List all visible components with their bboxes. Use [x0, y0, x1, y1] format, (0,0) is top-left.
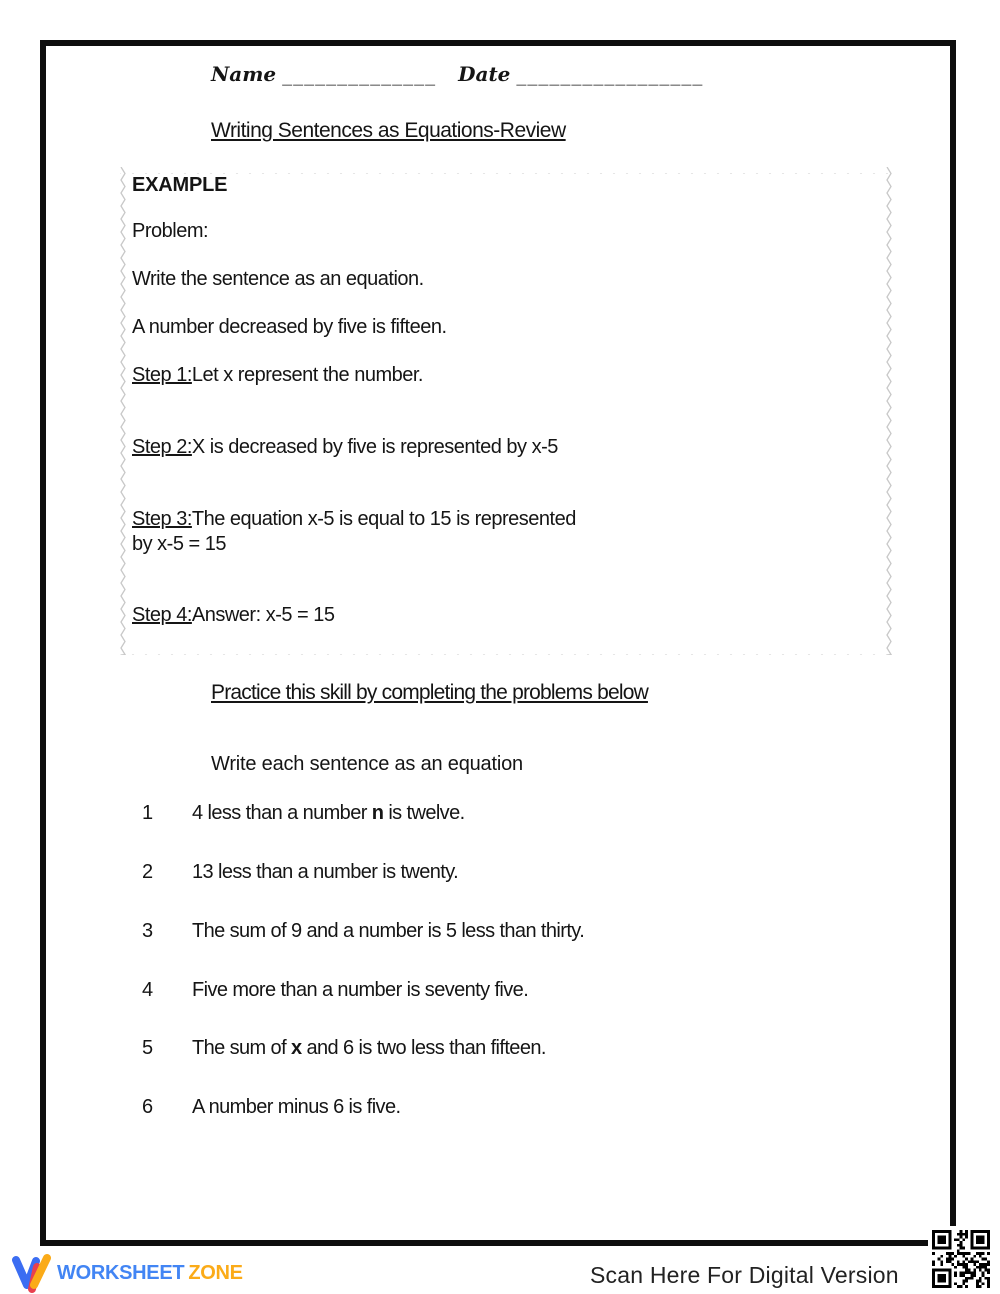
problem-row-2 [142, 860, 458, 885]
brand-zone-text: ZONE [188, 1262, 243, 1284]
example-step-4 [132, 603, 335, 628]
zigzag-border-right [886, 167, 893, 655]
example-problem-label: Problem: [132, 220, 209, 242]
example-box [120, 167, 893, 655]
problem-text-bold: x [291, 1037, 302, 1059]
problem-number: 1 [142, 802, 154, 824]
problem-text-post: and 6 is two less than fifteen. [301, 1037, 546, 1059]
worksheetzone-logo-icon [12, 1252, 52, 1294]
step-2-text: X is decreased by five is represented by x-5 [191, 436, 558, 458]
example-step-3 [132, 507, 576, 557]
problem-row-6 [142, 1095, 400, 1120]
problem-text [192, 1096, 400, 1118]
problem-number: 6 [142, 1096, 154, 1118]
step-2-label: Step 2: [132, 436, 192, 458]
problem-row-3 [142, 919, 584, 944]
step-1-label: Step 1: [132, 364, 192, 386]
step-3-text-line-2: by x-5 = 15 [132, 533, 227, 555]
problem-row-4 [142, 978, 528, 1003]
problem-text-pre: 4 less than a number [192, 802, 372, 824]
practice-heading: Practice this skill by completing the problems below [211, 681, 648, 704]
zigzag-border-top [120, 167, 893, 174]
problem-text [192, 1037, 546, 1059]
date-blank-line: _________________ [516, 62, 704, 86]
name-blank-line: ______________ [282, 62, 437, 86]
brand-worksheet-text: WORKSHEET [57, 1262, 185, 1284]
name-date-row [211, 62, 725, 86]
example-sentence: A number decreased by five is fifteen. [132, 316, 447, 338]
problem-number: 2 [142, 861, 154, 883]
step-4-text: Answer: x-5 = 15 [191, 604, 335, 626]
worksheet-title: Writing Sentences as Equations-Review [211, 119, 566, 142]
step-3-text: The equation x-5 is equal to 15 is represented [191, 508, 576, 530]
practice-instruction: Write each sentence as an equation [211, 753, 523, 775]
problem-number: 3 [142, 920, 154, 942]
example-step-2 [132, 435, 558, 460]
problem-text-pre: A number minus 6 is five. [192, 1096, 401, 1118]
problem-text [192, 861, 458, 883]
date-label: Date [458, 62, 511, 86]
problem-text-pre: The sum of [192, 1037, 291, 1059]
problem-text-post: is twelve. [383, 802, 465, 824]
zigzag-border-bottom [120, 648, 893, 655]
problem-text [192, 979, 528, 1001]
example-instruction: Write the sentence as an equation. [132, 268, 424, 290]
step-4-label: Step 4: [132, 604, 192, 626]
problem-text-bold: n [371, 802, 384, 824]
problem-text [192, 802, 465, 824]
problem-text-pre: Five more than a number is seventy five. [192, 979, 529, 1001]
problem-number: 5 [142, 1037, 154, 1059]
qr-code [928, 1226, 994, 1292]
problem-text [192, 920, 584, 942]
scan-here-label: Scan Here For Digital Version [590, 1262, 899, 1288]
problem-text-pre: 13 less than a number is twenty. [192, 861, 459, 883]
zigzag-border-left [120, 167, 127, 655]
problem-row-5 [142, 1036, 546, 1061]
problem-text-pre: The sum of 9 and a number is 5 less than thirty. [192, 920, 585, 942]
problem-number: 4 [142, 979, 154, 1001]
example-heading: EXAMPLE [132, 174, 228, 196]
example-step-1 [132, 363, 423, 388]
step-3-label: Step 3: [132, 508, 192, 530]
problem-row-1 [142, 801, 465, 826]
name-label: Name [211, 62, 277, 86]
brand-wordmark [57, 1262, 243, 1285]
step-1-text: Let x represent the number. [191, 364, 423, 386]
